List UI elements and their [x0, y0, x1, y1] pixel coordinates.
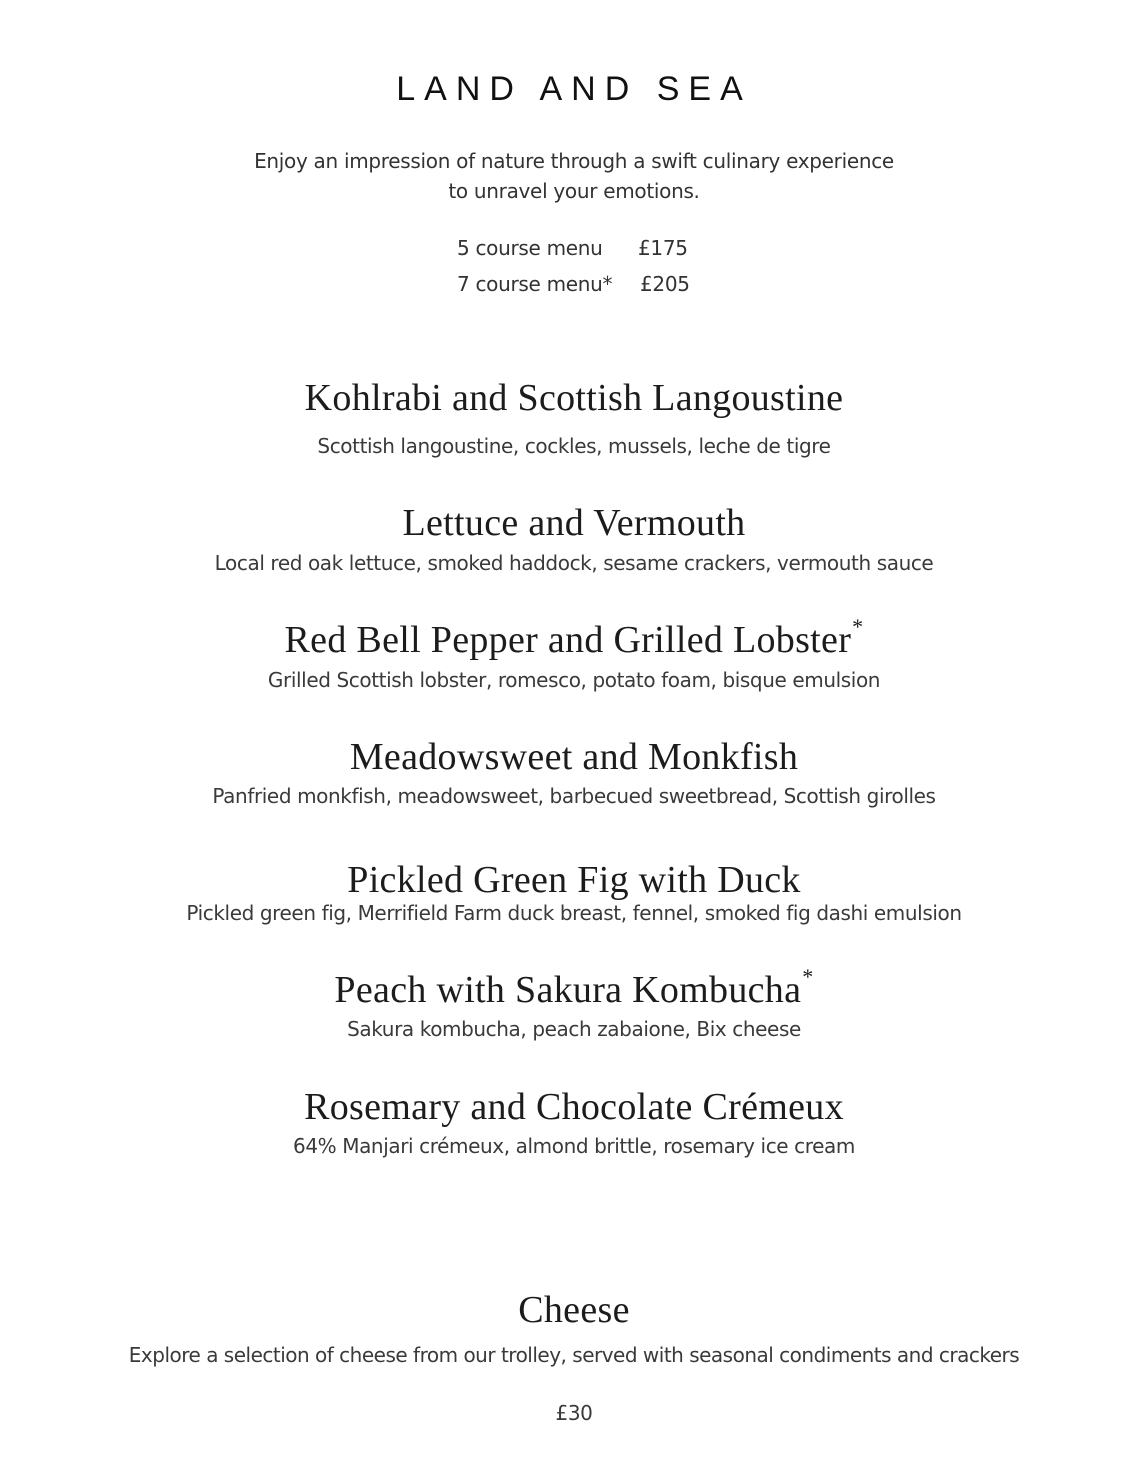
course-description: Local red oak lettuce, smoked haddock, sesame crackers, vermouth sauce — [214, 551, 934, 575]
price-amount: £175 — [638, 236, 688, 260]
course-name: Red Bell Pepper and Grilled Lobster* — [284, 614, 864, 661]
course-description: Sakura kombucha, peach zabaione, Bix cheese — [347, 1017, 801, 1041]
cheese-title: Cheese — [518, 1289, 630, 1331]
course-description: Grilled Scottish lobster, romesco, potato foam, bisque emulsion — [267, 668, 881, 692]
menu-intro — [0, 146, 1148, 206]
course-name: Pickled Green Fig with Duck — [347, 859, 801, 901]
course-name: Kohlrabi and Scottish Langoustine — [304, 377, 844, 419]
intro-line-1: Enjoy an impression of nature through a swift culinary experience — [254, 149, 894, 173]
menu-title: LAND AND SEA — [396, 70, 752, 108]
course-name: Lettuce and Vermouth — [402, 502, 746, 544]
course-description: 64% Manjari crémeux, almond brittle, rosemary ice cream — [293, 1134, 855, 1158]
price-label: 5 course menu — [457, 236, 603, 260]
course-description: Scottish langoustine, cockles, mussels, leche de tigre — [317, 434, 831, 458]
price-label: 7 course menu* — [457, 272, 613, 296]
cheese-price: £30 — [555, 1401, 593, 1425]
seven-course-only-marker: * — [802, 964, 814, 989]
course-name: Meadowsweet and Monkfish — [349, 736, 799, 778]
course-description: Panfried monkfish, meadowsweet, barbecued sweetbread, Scottish girolles — [212, 784, 936, 808]
course-name: Rosemary and Chocolate Crémeux — [304, 1086, 844, 1128]
seven-course-only-marker: * — [852, 614, 864, 639]
intro-line-2: to unravel your emotions. — [448, 179, 700, 203]
course-name: Peach with Sakura Kombucha* — [334, 964, 814, 1011]
cheese-description: Explore a selection of cheese from our trolley, served with seasonal condiments and crackers — [128, 1343, 1020, 1367]
price-amount: £205 — [640, 272, 690, 296]
course-description: Pickled green fig, Merrifield Farm duck breast, fennel, smoked fig dashi emulsion — [186, 901, 962, 925]
